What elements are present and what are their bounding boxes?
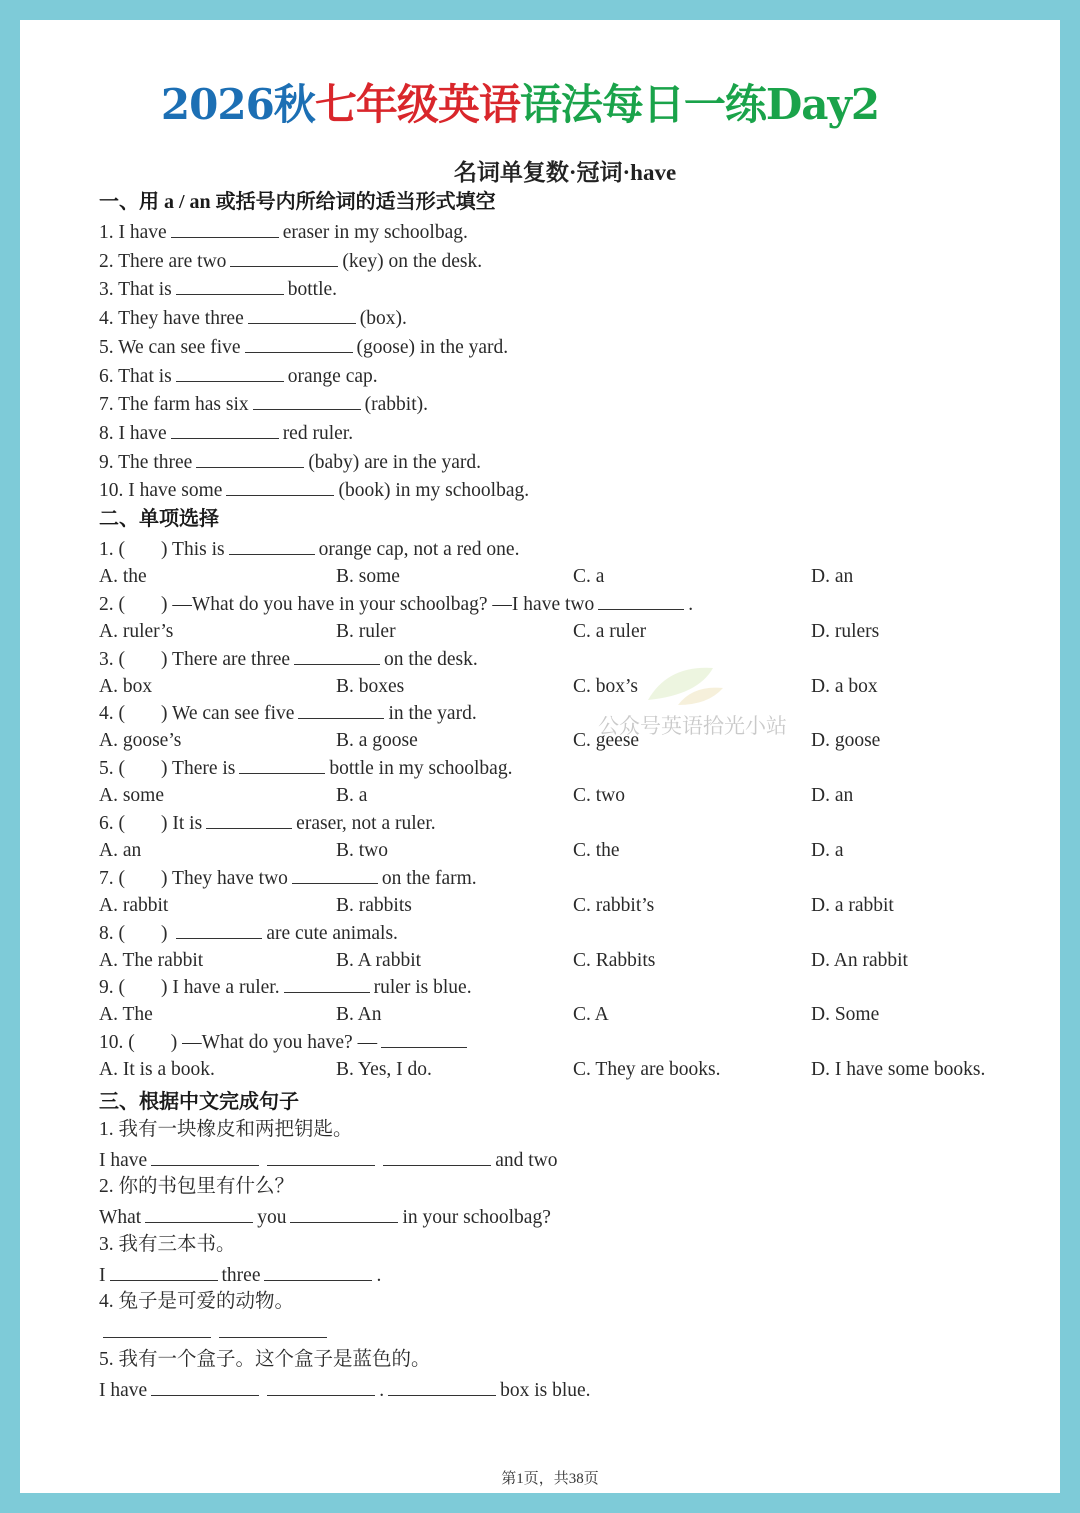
sentence-text: three [221, 1264, 261, 1286]
choice-question [99, 920, 398, 946]
item-text: 6. That is [99, 365, 172, 387]
choice-option[interactable]: D. goose [811, 730, 881, 752]
question-number: 8. ( [99, 922, 125, 944]
answer-blank[interactable] [206, 810, 292, 829]
question-text: There are three [172, 648, 291, 670]
answer-blank[interactable] [171, 219, 279, 238]
item-text: 3. That is [99, 279, 172, 301]
section-3-heading: 三、根据中文完成句子 [99, 1091, 299, 1113]
fill-item [99, 449, 481, 475]
choice-option[interactable]: C. a ruler [573, 620, 647, 642]
question-text: —What do you have in your schoolbag? —I have two [172, 593, 595, 615]
english-sentence [99, 1262, 381, 1288]
page-subtitle: 名词单复数·冠词·have [453, 160, 677, 185]
choice-option[interactable]: C. box’s [573, 675, 639, 697]
item-text: (baby) are in the yard. [308, 451, 482, 473]
choice-option[interactable]: C. rabbit’s [573, 894, 655, 916]
watermark-text: 公众号英语拾光小站 [598, 714, 787, 738]
question-text: They have two [172, 867, 288, 889]
choice-option[interactable]: B. rabbits [336, 894, 412, 916]
paren-close: ) [161, 922, 168, 944]
choice-option[interactable]: B. a goose [336, 730, 418, 752]
fill-item [99, 420, 353, 446]
choice-option[interactable]: A. goose’s [99, 730, 182, 752]
question-text: in the yard. [388, 703, 477, 725]
page-footer: 第1页，共38页 [501, 1471, 599, 1487]
answer-blank[interactable] [248, 305, 356, 324]
choice-option[interactable]: C. a [573, 566, 605, 587]
question-number: 9. ( [99, 977, 125, 999]
choice-option[interactable]: C. Rabbits [573, 949, 656, 971]
english-sentence [99, 1377, 591, 1403]
choice-option[interactable]: C. the [573, 840, 620, 861]
choice-option[interactable]: D. an [811, 785, 854, 807]
fill-item [99, 477, 529, 503]
question-number: 1. ( [99, 539, 125, 560]
choice-option[interactable]: D. rulers [811, 620, 880, 642]
answer-blank[interactable] [294, 646, 380, 665]
question-text: . [688, 593, 694, 615]
choice-option[interactable]: C. They are books. [573, 1059, 721, 1081]
item-text: 9. The three [99, 451, 193, 473]
choice-option[interactable]: D. Some [811, 1004, 880, 1026]
question-number: 3. ( [99, 648, 125, 670]
answer-blank[interactable] [381, 1029, 467, 1048]
answer-blank[interactable] [176, 920, 262, 939]
item-text: 2. There are two [99, 250, 227, 272]
choice-option[interactable]: A. The rabbit [99, 949, 204, 971]
choice-option[interactable]: D. a rabbit [811, 894, 894, 916]
choice-option[interactable]: A. ruler’s [99, 620, 174, 642]
answer-blank[interactable] [264, 1262, 372, 1281]
sentence-text: . [376, 1264, 382, 1286]
choice-option[interactable]: B. Yes, I do. [336, 1059, 432, 1081]
item-text: (goose) in the yard. [356, 336, 509, 358]
sentence-text: you [257, 1207, 287, 1229]
question-text: ruler is blue. [373, 977, 472, 999]
item-text: (book) in my schoolbag. [338, 480, 530, 502]
choice-option[interactable]: D. I have some books. [811, 1059, 986, 1081]
sentence-text: . [379, 1379, 385, 1401]
question-text: on the desk. [384, 648, 478, 670]
answer-blank[interactable] [253, 391, 361, 410]
section-1-heading: 一、用 a / an 或括号内所给词的适当形式填空 [99, 191, 496, 213]
paren-close: ) [161, 813, 168, 834]
english-sentence [99, 1319, 331, 1345]
paren-close: ) [161, 539, 168, 560]
paren-close: ) [161, 648, 168, 670]
item-text: bottle. [287, 279, 338, 301]
choice-option[interactable]: A. The [99, 1004, 153, 1026]
answer-blank[interactable] [383, 1147, 491, 1166]
choice-option[interactable]: C. A [573, 1004, 609, 1026]
question-text: on the farm. [381, 867, 477, 889]
question-number: 5. ( [99, 758, 125, 780]
choice-question [99, 591, 693, 617]
fill-item [99, 248, 482, 274]
sentence-text: I [99, 1264, 106, 1286]
answer-blank[interactable] [284, 974, 370, 993]
item-text: (rabbit). [364, 394, 429, 416]
chinese-prompt: 3. 我有三本书。 [99, 1233, 236, 1255]
question-number: 2. ( [99, 593, 125, 615]
choice-option[interactable]: B. An [336, 1004, 382, 1026]
item-text: (key) on the desk. [342, 250, 483, 272]
item-text: 10. I have some [99, 480, 223, 502]
choice-option[interactable]: A. some [99, 785, 164, 807]
sentence-text: I have [99, 1150, 148, 1171]
sentence-text: box is blue. [500, 1379, 591, 1401]
paren-close: ) [161, 703, 168, 725]
question-text: bottle in my schoolbag. [329, 758, 513, 780]
choice-option[interactable]: B. A rabbit [336, 949, 422, 971]
answer-blank[interactable] [110, 1262, 218, 1281]
choice-option[interactable]: C. geese [573, 730, 640, 752]
answer-blank[interactable] [267, 1377, 375, 1396]
item-text: eraser in my schoolbag. [282, 222, 468, 243]
question-number: 6. ( [99, 813, 125, 834]
answer-blank[interactable] [229, 536, 315, 555]
question-number: 10. ( [99, 1032, 135, 1054]
answer-blank[interactable] [239, 755, 325, 774]
leaf-watermark-icon [638, 660, 728, 710]
item-text: 1. I have [99, 222, 167, 243]
question-text: are cute animals. [266, 922, 398, 944]
question-number: 7. ( [99, 867, 125, 889]
paren-close: ) [161, 867, 168, 889]
answer-blank[interactable] [226, 477, 334, 496]
choice-option[interactable]: C. two [573, 785, 626, 807]
choice-option[interactable]: A. box [99, 675, 153, 697]
choice-question [99, 646, 478, 672]
question-text: This is [172, 539, 225, 560]
sentence-text: I have [99, 1379, 148, 1401]
fill-item [99, 334, 508, 360]
chinese-prompt: 2. 你的书包里有什么？ [99, 1176, 295, 1198]
answer-blank[interactable] [103, 1319, 211, 1338]
sentence-text: and two [495, 1150, 558, 1171]
answer-blank[interactable] [598, 591, 684, 610]
answer-blank[interactable] [298, 700, 384, 719]
question-text: We can see five [172, 703, 295, 725]
fill-item [99, 305, 407, 331]
question-text: It is [172, 813, 203, 834]
item-text: 8. I have [99, 422, 167, 444]
choice-question [99, 810, 436, 836]
choice-question [99, 865, 477, 891]
item-text: 4. They have three [99, 308, 244, 330]
item-text: orange cap. [287, 365, 378, 387]
answer-blank[interactable] [230, 248, 338, 267]
english-sentence [99, 1204, 551, 1230]
choice-option[interactable]: D. an [811, 566, 854, 587]
choice-question [99, 755, 512, 781]
item-text: (box). [359, 308, 407, 330]
answer-blank[interactable] [176, 363, 284, 382]
choice-option[interactable]: B. two [336, 840, 389, 861]
paren-close: ) [161, 593, 168, 615]
fill-item [99, 363, 378, 389]
choice-question [99, 536, 519, 562]
fill-item [99, 391, 428, 417]
item-text: red ruler. [282, 422, 354, 444]
choice-option[interactable]: B. some [336, 566, 400, 587]
answer-blank[interactable] [151, 1377, 259, 1396]
answer-blank[interactable] [171, 420, 279, 439]
choice-option[interactable]: B. ruler [336, 620, 396, 642]
choice-option[interactable]: A. the [99, 566, 147, 587]
answer-blank[interactable] [290, 1204, 398, 1223]
choice-option[interactable]: B. boxes [336, 675, 405, 697]
fill-item [99, 219, 468, 245]
answer-blank[interactable] [267, 1147, 375, 1166]
question-text: —What do you have? — [182, 1032, 378, 1054]
answer-blank[interactable] [196, 449, 304, 468]
answer-blank[interactable] [151, 1147, 259, 1166]
question-text: I have a ruler. [172, 977, 280, 999]
paren-close: ) [161, 977, 168, 999]
question-text: eraser, not a ruler. [296, 813, 436, 834]
paren-close: ) [161, 758, 168, 780]
answer-blank[interactable] [292, 865, 378, 884]
english-sentence [99, 1147, 557, 1173]
answer-blank[interactable] [219, 1319, 327, 1338]
choice-option[interactable]: A. an [99, 840, 142, 861]
choice-option[interactable]: A. rabbit [99, 894, 169, 916]
choice-question [99, 974, 472, 1000]
worksheet-page [20, 20, 1060, 1493]
chinese-prompt: 4. 兔子是可爱的动物。 [99, 1291, 295, 1313]
question-text: orange cap, not a red one. [318, 539, 520, 560]
paren-close: ) [170, 1032, 178, 1054]
page-title: 2026秋七年级英语语法每日一练Day2 [160, 80, 880, 129]
answer-blank[interactable] [245, 334, 353, 353]
chinese-prompt: 1. 我有一块橡皮和两把钥匙。 [99, 1119, 353, 1140]
section-2-heading: 二、单项选择 [99, 508, 219, 530]
question-number: 4. ( [99, 703, 125, 725]
choice-option[interactable]: D. An rabbit [811, 949, 908, 971]
answer-blank[interactable] [145, 1204, 253, 1223]
item-text: 7. The farm has six [99, 394, 249, 416]
sentence-text: in your schoolbag? [402, 1207, 551, 1229]
sentence-text: What [99, 1207, 142, 1229]
chinese-prompt: 5. 我有一个盒子。这个盒子是蓝色的。 [99, 1348, 431, 1370]
question-text: There is [172, 758, 236, 780]
answer-blank[interactable] [176, 276, 284, 295]
choice-question [99, 1029, 471, 1055]
choice-option[interactable]: A. It is a book. [99, 1059, 215, 1081]
choice-question [99, 700, 477, 726]
choice-option[interactable]: B. a [336, 785, 368, 807]
choice-option[interactable]: D. a box [811, 675, 878, 697]
fill-item [99, 276, 337, 302]
item-text: 5. We can see five [99, 336, 241, 358]
choice-option[interactable]: D. a [811, 840, 844, 861]
answer-blank[interactable] [388, 1377, 496, 1396]
